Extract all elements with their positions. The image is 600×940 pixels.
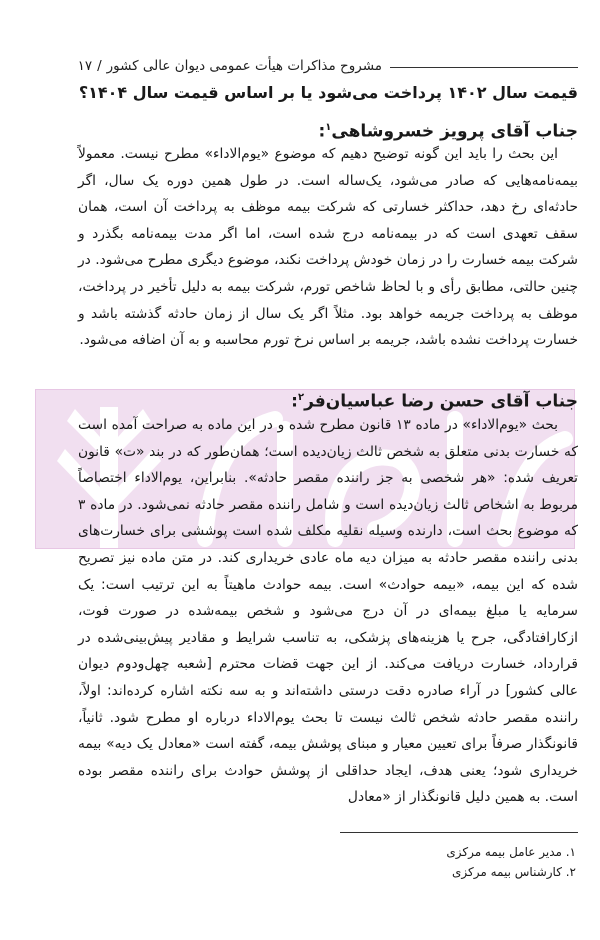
header-rule: [390, 67, 578, 68]
speaker-name: جناب آقای پرویز خسروشاهی: [331, 121, 578, 142]
page-number: ۱۷: [77, 58, 93, 74]
footnote-rule: [340, 832, 578, 833]
speaker-heading-2: [78, 385, 600, 415]
speaker-paragraph-1: این بحث را باید این گونه توضیح دهیم که موضوع «یوم‌الاداء» مطرح نیست. معمولاً بیمه‌نامه‌هایی که صادر می‌شود، یک‌ساله است. در طول همین دوره یک سال، اگر حادثه‌ای رخ دهد، حداکثر خسارتی که شرکت بیمه موظف به پرداخت آن است، همان سقف تعهدی است که در بیمه‌نامه درج شده است، اما اگر مدت بیمه‌نامه بگذرد و شرکت بیمه خسارت را در زمان خودش پرداخت نکند، موضوع دیگری مطرح می‌شود. در چنین حالتی، مطابق رأی و با لحاظ شاخص تورم، شرکت بیمه به دلیل تأخیر در پرداخت، موظف به پرداخت جریمه خواهد بود. مثلاً اگر یک سال از زمان حادثه گذشته باشد و خسارت پرداخت نشده باشد، جریمه بر اساس نرخ تورم محاسبه و به آن اضافه می‌شود.: [78, 146, 578, 349]
speaker-paragraph-2: بحث «یوم‌الاداء» در ماده ۱۳ قانون مطرح شده و در این ماده به صراحت آمده است که خسارت بدنی متعلق به شخص ثالث زیان‌دیده است؛ همان‌طور که در بند «ت» قانون تعریف شده: «هر شخصی به جز راننده مقصر حادثه». بنابراین، یوم‌الاداء اختصاصاً مربوط به اشخاص ثالث زیان‌دیده است و شامل راننده مقصر حادثه نمی‌شود. در ماده ۳ که موضوع بحث است، دارنده وسیله نقلیه مکلف شده است پوششی برای خسارت‌های بدنی راننده مقصر حادثه به میزان دیه ماه عادی خریداری کند. در متن ماده نیز تصریح شده که این بیمه، «بیمه حوادث» است. بیمه حوادث ماهیتاً به این ترتیب است: یک سرمایه یا مبلغ بیمه‌ای در آن درج می‌شود و شخص بیمه‌شده در صورت فوت، ازکارافتادگی، جرح یا هزینه‌های پزشکی، به تناسب شرایط و مقادیر پیش‌بینی‌شده در قرارداد، خسارت دریافت می‌کند. از این جهت قضات محترم [شعبه چهل‌ودوم دیوان عالی کشور] در آراء صادره دقت درستی داشته‌اند و به سه نکته اشاره کرده‌اند: اولاً، راننده مقصر حادثه شخص ثالث نیست تا بحث یوم‌الاداء درباره او مطرح شود. ثانیاً، قانونگذار صرفاً برای تعیین معیار و مبنای پوشش بیمه، گفته است «معادل یک دیه» بیمه خریداری شود؛ یعنی هدف، ایجاد حداقلی از پوشش حوادث برای راننده مقصر بوده است. به همین دلیل قانونگذار از «معادل: [78, 417, 578, 806]
running-title: مشروح مذاکرات هیأت عمومی دیوان عالی کشور: [106, 58, 382, 74]
footnote-ref[interactable]: ۱: [325, 122, 332, 133]
footnotes: [78, 842, 578, 882]
header-separator: /: [97, 58, 102, 74]
speaker-name: جناب آقای حسن رضا عباسیان‌فر: [304, 391, 578, 412]
heading-colon: :: [291, 391, 298, 412]
running-header: [78, 50, 578, 74]
heading-colon: :: [318, 121, 326, 142]
question-line: قیمت سال ۱۴۰۲ پرداخت می‌شود یا بر اساس قیمت سال ۱۴۰۴؟: [78, 83, 578, 102]
footnote-ref[interactable]: ۲: [297, 392, 305, 403]
footnote-item: ۱. مدیر عامل بیمه مرکزی: [446, 845, 576, 859]
footnote-item: ۲. کارشناس بیمه مرکزی: [452, 865, 576, 879]
